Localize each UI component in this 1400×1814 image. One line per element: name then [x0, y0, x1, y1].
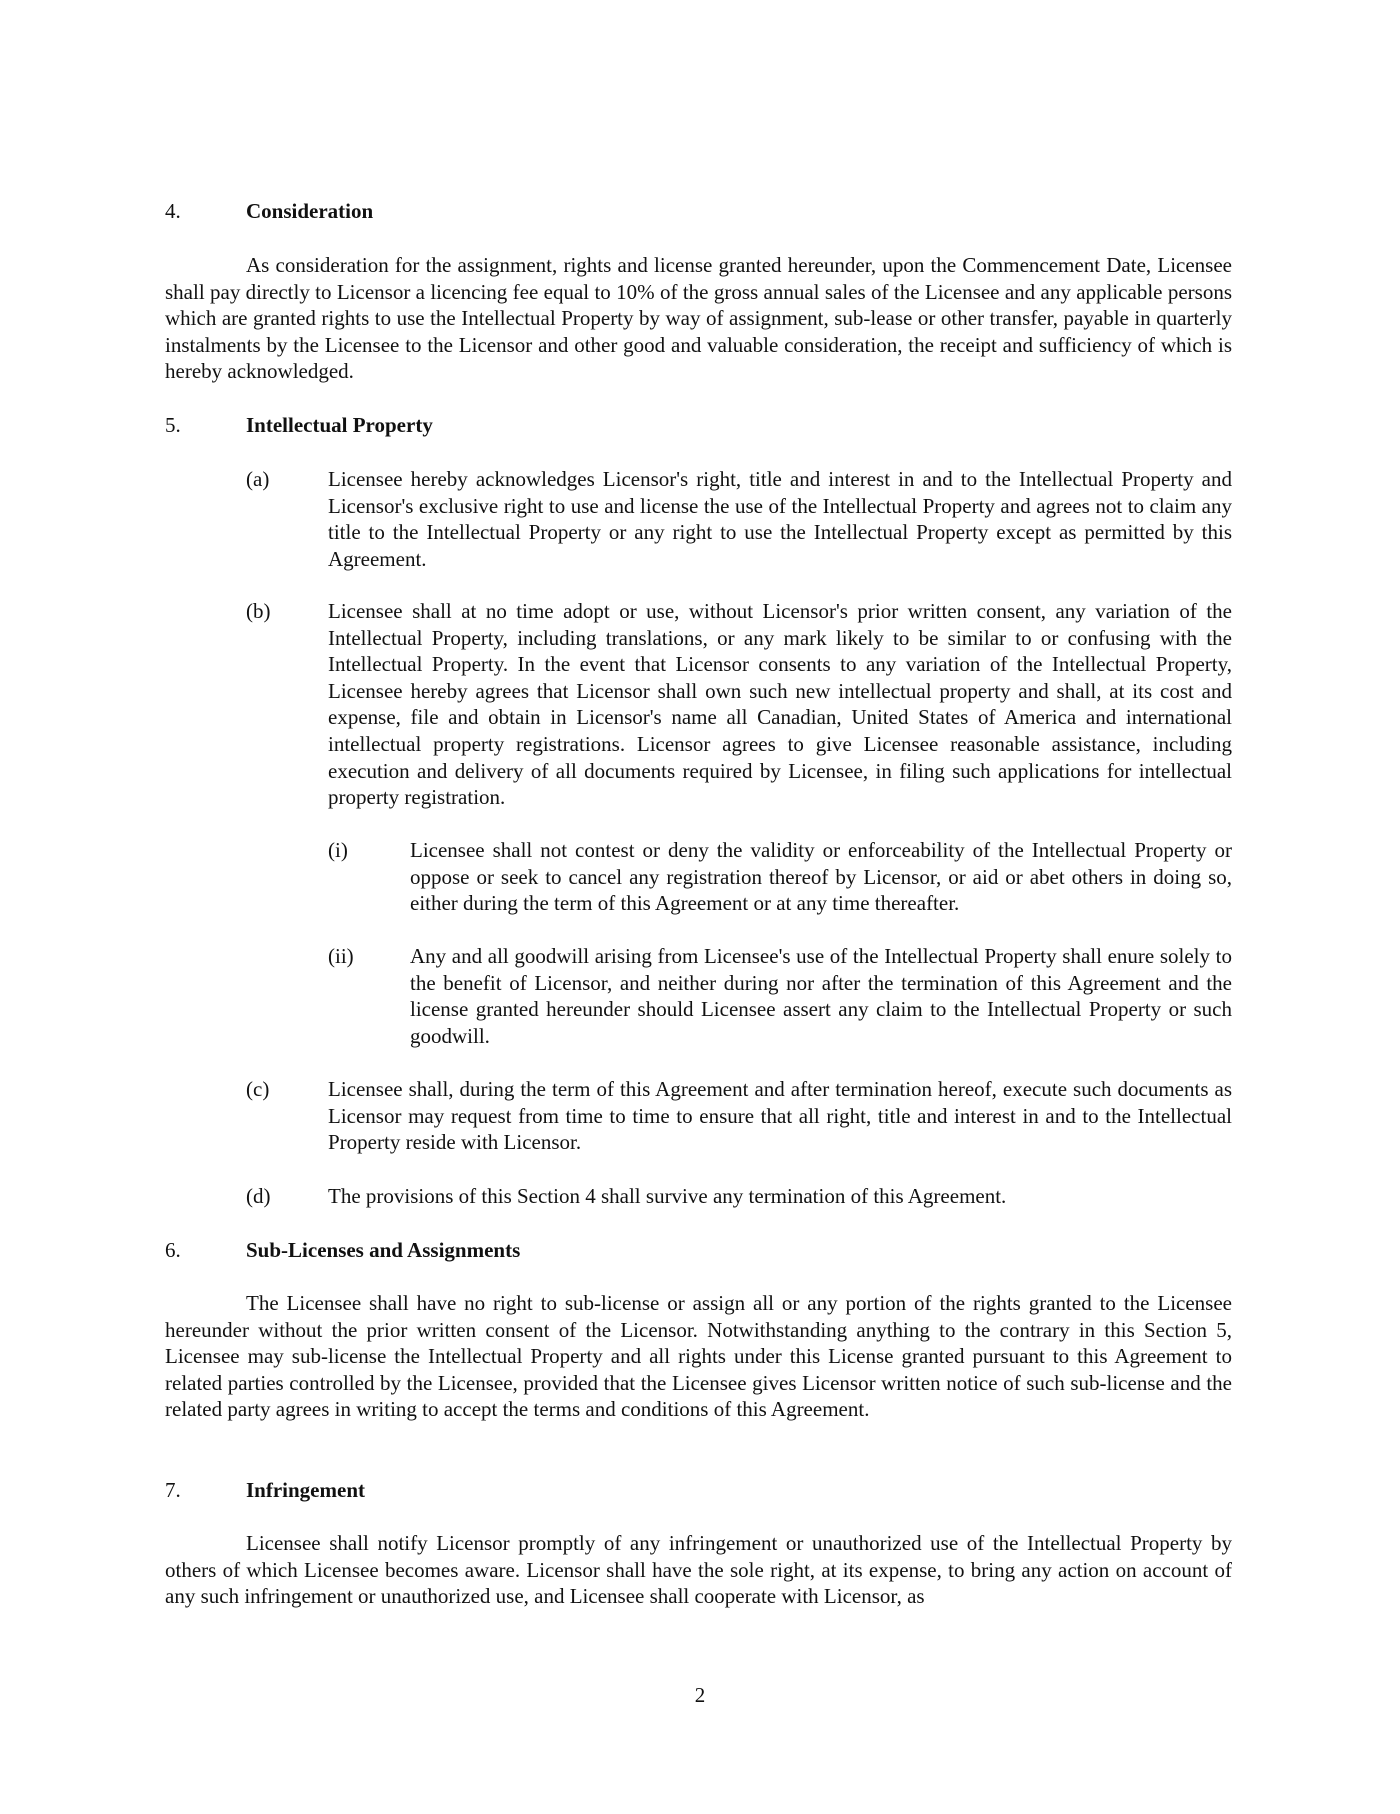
section-4-heading	[165, 198, 1232, 225]
section-5-heading	[165, 412, 1232, 439]
section-6-heading	[165, 1237, 1232, 1264]
section-6-body: The Licensee shall have no right to sub-license or assign all or any portion of the rights granted to the Licensee hereunder without the prior written consent of the Licensor. Notwithstanding anything to the contrary in this Section 5, Licensee may sub-license the Intellectual Property and all rights under this License granted pursuant to this Agreement to related parties controlled by the Licensee, provided that the Licensee gives Licensor written notice of such sub-license and the related party agrees in writing to accept the terms and conditions of this Agreement.	[165, 1291, 1232, 1422]
section-number: 6.	[165, 1238, 181, 1262]
section-title: Intellectual Property	[246, 413, 433, 437]
clause-label: (d)	[246, 1184, 271, 1208]
clause-label: (ii)	[328, 944, 354, 968]
clause-label: (i)	[328, 838, 348, 862]
clause-text: The provisions of this Section 4 shall survive any termination of this Agreement.	[328, 1184, 1007, 1208]
page-number: 2	[694, 1683, 706, 1707]
clause-text: Licensee shall at no time adopt or use, without Licensor's prior written consent, any variation of the Intellectual Property, including translations, or any mark likely to be similar to or confusing with the Intellectual Property. In the event that Licensor consents to any variation of the Intellectual Property, Licensee hereby agrees that Licensor shall own such new intellectual property and shall, at its cost and expense, file and obtain in Licensor's name all Canadian, United States of America and international intellectual property registrations. Licensor agrees to give Licensee reasonable assistance, including execution and delivery of all documents required by Licensee, in filing such applications for intellectual property registration.	[328, 599, 1232, 810]
section-title: Sub-Licenses and Assignments	[246, 1238, 521, 1262]
clause-text: Any and all goodwill arising from Licensee's use of the Intellectual Property shall enure solely to the benefit of Licensor, and neither during nor after the termination of this Agreement and the license granted hereunder should Licensee assert any claim to the Intellectual Property or such goodwill.	[410, 944, 1232, 1048]
clause-label: (c)	[246, 1077, 270, 1101]
section-7-heading	[165, 1477, 1232, 1504]
section-number: 4.	[165, 199, 181, 223]
section-title: Infringement	[246, 1478, 365, 1502]
section-number: 7.	[165, 1478, 181, 1502]
clause-label: (a)	[246, 467, 270, 491]
clause-text: Licensee hereby acknowledges Licensor's right, title and interest in and to the Intellectual Property and Licensor's exclusive right to use and license the use of the Intellectual Property and agrees not to claim any title to the Intellectual Property or any right to use the Intellectual Property except as permitted by this Agreement.	[328, 467, 1232, 571]
section-7-body: Licensee shall notify Licensor promptly of any infringement or unauthorized use of the Intellectual Property by others of which Licensee becomes aware. Licensor shall have the sole right, at its expense, to bring any action on account of any such infringement or unauthorized use, and Licensee shall cooperate with Licensor, as	[165, 1531, 1232, 1609]
section-title: Consideration	[246, 199, 374, 223]
clause-text: Licensee shall, during the term of this Agreement and after termination hereof, execute such documents as Licensor may request from time to time to ensure that all right, title and interest in and to the Intellectual Property reside with Licensor.	[328, 1077, 1232, 1155]
clause-label: (b)	[246, 599, 271, 623]
section-number: 5.	[165, 413, 181, 437]
section-4-body: As consideration for the assignment, rights and license granted hereunder, upon the Commencement Date, Licensee shall pay directly to Licensor a licencing fee equal to 10% of the gross annual sales of the Licensee and any applicable persons which are granted rights to use the Intellectual Property by way of assignment, sub-lease or other transfer, payable in quarterly instalments by the Licensee to the Licensor and other good and valuable consideration, the receipt and sufficiency of which is hereby acknowledged.	[165, 253, 1232, 384]
clause-text: Licensee shall not contest or deny the validity or enforceability of the Intellectual Property or oppose or seek to cancel any registration thereof by Licensor, or aid or abet others in doing so, either during the term of this Agreement or at any time thereafter.	[410, 838, 1232, 916]
